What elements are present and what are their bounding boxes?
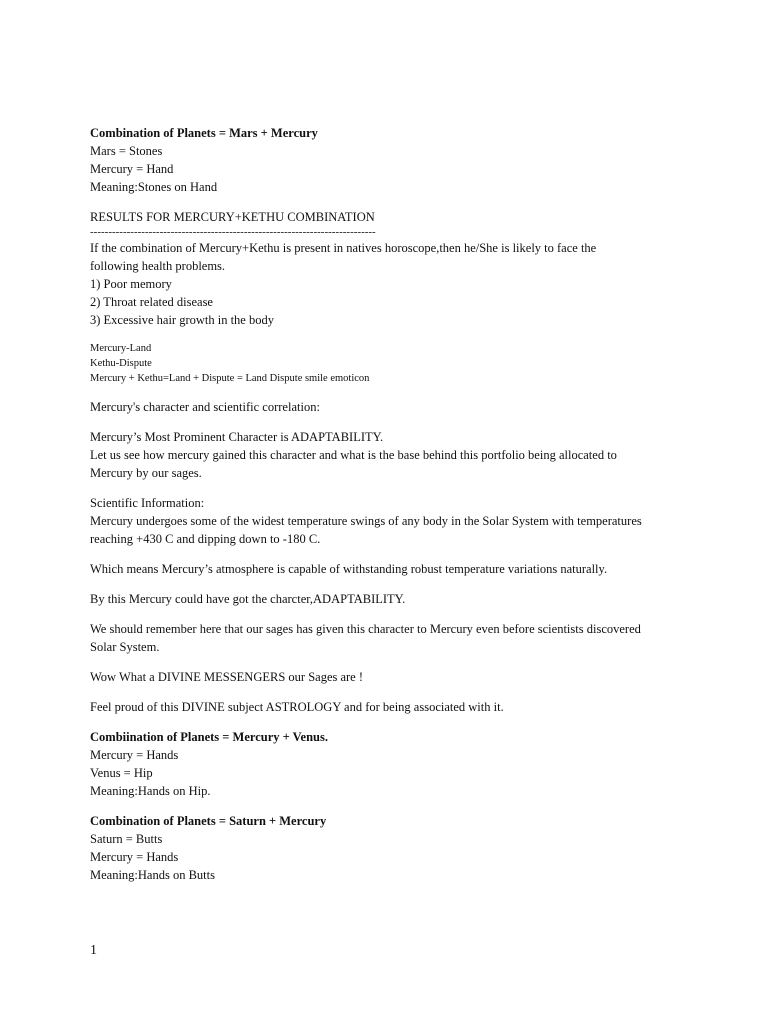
text-line: Mercury + Kethu=Land + Dispute = Land Dispute smile emoticon — [90, 373, 370, 384]
text-line: We should remember here that our sages has given this character to Mercury even before scientists discovered — [90, 622, 641, 636]
document-page — [90, 124, 690, 884]
list-item: 3) Excessive hair growth in the body — [90, 313, 274, 327]
text-line: If the combination of Mercury+Kethu is present in natives horoscope,then he/She is likely to face the — [90, 241, 597, 255]
text-line: Saturn = Butts — [90, 832, 163, 846]
text-line: following health problems. — [90, 259, 226, 273]
list-item: 1) Poor memory — [90, 277, 172, 291]
text-line: Let us see how mercury gained this character and what is the base behind this portfolio being allocated to — [90, 448, 617, 462]
section-heading: Combination of Planets = Mars + Mercury — [90, 126, 318, 140]
paragraph-by-this — [90, 590, 690, 608]
text-line: Mercury = Hand — [90, 162, 174, 176]
section-mars-mercury — [90, 124, 690, 196]
section-heading: RESULTS FOR MERCURY+KETHU COMBINATION — [90, 210, 375, 224]
text-line: Kethu-Dispute — [90, 358, 152, 369]
text-line: Mars = Stones — [90, 144, 163, 158]
text-line: Mercury’s Most Prominent Character is ADAPTABILITY. — [90, 430, 384, 444]
text-line: Meaning:Stones on Hand — [90, 180, 218, 194]
section-land-dispute — [90, 341, 690, 386]
text-line: Solar System. — [90, 640, 160, 654]
dashed-divider: ------------------------------------------------------------------------------ — [90, 226, 376, 238]
text-line: By this Mercury could have got the charcter,ADAPTABILITY. — [90, 592, 406, 606]
paragraph-wow — [90, 668, 690, 686]
text-line: Which means Mercury’s atmosphere is capable of withstanding robust temperature variations naturally. — [90, 562, 608, 576]
page-number: 1 — [90, 943, 97, 958]
text-line: reaching +430 C and dipping down to -180 C. — [90, 532, 321, 546]
paragraph-means — [90, 560, 690, 578]
text-line: Mercury = Hands — [90, 850, 179, 864]
text-line: Feel proud of this DIVINE subject ASTROLOGY and for being associated with it. — [90, 700, 504, 714]
section-saturn-mercury — [90, 812, 690, 884]
text-line: Wow What a DIVINE MESSENGERS our Sages are ! — [90, 670, 364, 684]
section-character — [90, 398, 690, 416]
section-mercury-kethu — [90, 208, 690, 329]
section-heading: Combination of Planets = Saturn + Mercury — [90, 814, 327, 828]
section-mercury-venus — [90, 728, 690, 800]
text-line: Mercury-Land — [90, 343, 152, 354]
text-line: Scientific Information: — [90, 496, 205, 510]
list-item: 2) Throat related disease — [90, 295, 213, 309]
text-line: Meaning:Hands on Hip. — [90, 784, 211, 798]
text-line: Venus = Hip — [90, 766, 153, 780]
paragraph-scientific — [90, 494, 690, 548]
paragraph-remember — [90, 620, 690, 656]
section-heading: Combiination of Planets = Mercury + Venus. — [90, 730, 328, 744]
text-line: Mercury = Hands — [90, 748, 179, 762]
text-line: Mercury undergoes some of the widest temperature swings of any body in the Solar System with temperatures — [90, 514, 642, 528]
paragraph-adaptability — [90, 428, 690, 482]
text-line: Meaning:Hands on Butts — [90, 868, 215, 882]
paragraph-proud — [90, 698, 690, 716]
section-title: Mercury's character and scientific correlation: — [90, 400, 320, 414]
text-line: Mercury by our sages. — [90, 466, 202, 480]
